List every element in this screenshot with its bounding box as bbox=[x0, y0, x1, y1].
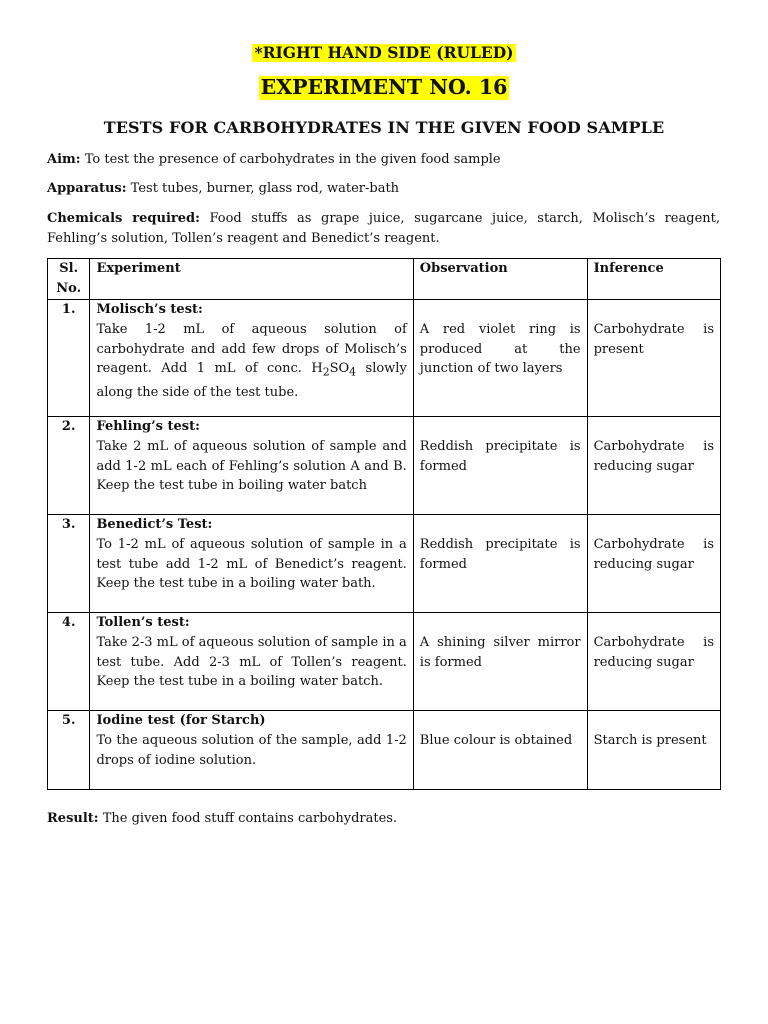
procedure-part-b: SO bbox=[329, 361, 350, 377]
observation-cell: Reddish precipitate is formed bbox=[413, 515, 587, 613]
row-sl-no: 2. bbox=[48, 417, 90, 515]
test-name: Iodine test (for Starch) bbox=[96, 713, 266, 728]
experiment-cell bbox=[90, 300, 413, 417]
aim-label: Aim: bbox=[47, 152, 81, 167]
experiment-procedure: Take 2 mL of aqueous solution of sample and add 1-2 mL each of Fehling’s solution A and B. Keep the test tube in boiling water batch bbox=[96, 438, 407, 494]
apparatus-paragraph bbox=[47, 179, 720, 199]
document-title: TESTS FOR CARBOHYDRATES IN THE GIVEN FOOD SAMPLE bbox=[103, 118, 665, 137]
table-row bbox=[48, 417, 721, 515]
procedure-part-c: slowly along the side of the test tube. bbox=[96, 361, 407, 400]
inference-cell: Carbohydrate is reducing sugar bbox=[587, 417, 720, 515]
ruled-side-note-text: *RIGHT HAND SIDE (RULED) bbox=[254, 43, 514, 62]
inference-cell: Carbohydrate is reducing sugar bbox=[587, 515, 720, 613]
aim-text: To test the presence of carbohydrates in the given food sample bbox=[80, 152, 501, 167]
experiment-procedure: To 1-2 mL of aqueous solution of sample in a test tube add 1-2 mL of Benedict’s reagent. Keep the test tube in a boiling water bath. bbox=[96, 536, 407, 592]
ruled-side-note bbox=[0, 44, 768, 62]
inference-cell: Carbohydrate is present bbox=[587, 300, 720, 417]
subscript-2: 2 bbox=[322, 365, 330, 379]
apparatus-text: Test tubes, burner, glass rod, water-bath bbox=[126, 181, 400, 196]
table-row bbox=[48, 613, 721, 711]
experiment-number bbox=[0, 75, 768, 100]
row-sl-no: 4. bbox=[48, 613, 90, 711]
aim-paragraph bbox=[47, 150, 720, 170]
test-name: Fehling’s test: bbox=[96, 419, 200, 434]
result-paragraph bbox=[47, 809, 720, 829]
chemicals-paragraph bbox=[47, 209, 720, 249]
header-sl-no: Sl. No. bbox=[48, 259, 90, 300]
header-observation: Observation bbox=[413, 259, 587, 300]
apparatus-label: Apparatus: bbox=[47, 181, 127, 196]
observation-cell: A red violet ring is produced at the junction of two layers bbox=[413, 300, 587, 417]
observation-cell: Blue colour is obtained bbox=[413, 711, 587, 790]
procedure-part-a: Take 1-2 mL of aqueous solution of carbohydrate and add few drops of Molisch’s reagent. Add 1 mL of conc. H bbox=[96, 321, 407, 377]
test-name: Tollen’s test: bbox=[96, 615, 190, 630]
experiment-cell bbox=[90, 613, 413, 711]
row-sl-no: 1. bbox=[48, 300, 90, 417]
observation-cell: A shining silver mirror is formed bbox=[413, 613, 587, 711]
experiment-cell bbox=[90, 711, 413, 790]
tests-table bbox=[47, 258, 721, 790]
inference-cell: Starch is present bbox=[587, 711, 720, 790]
experiment-procedure: Take 2-3 mL of aqueous solution of sample in a test tube. Add 2-3 mL of Tollen’s reagent. Keep the test tube in a boiling water batch. bbox=[96, 634, 407, 690]
row-sl-no: 5. bbox=[48, 711, 90, 790]
chemicals-label: Chemicals required: bbox=[47, 211, 200, 226]
chemicals-text: Food stuffs as grape juice, sugarcane juice, starch, Molisch’s reagent, Fehling’s solution, Tollen’s reagent and Benedict’s reagent. bbox=[47, 211, 720, 246]
table-header-row bbox=[48, 259, 721, 300]
test-name: Molisch’s test: bbox=[96, 302, 203, 317]
row-sl-no: 3. bbox=[48, 515, 90, 613]
experiment-number-text: EXPERIMENT NO. 16 bbox=[260, 75, 508, 99]
table-row bbox=[48, 300, 721, 417]
test-name: Benedict’s Test: bbox=[96, 517, 213, 532]
observation-cell: Reddish precipitate is formed bbox=[413, 417, 587, 515]
header-experiment: Experiment bbox=[90, 259, 413, 300]
subscript-4: 4 bbox=[349, 365, 357, 379]
experiment-cell bbox=[90, 417, 413, 515]
experiment-procedure bbox=[96, 320, 406, 403]
experiment-procedure: To the aqueous solution of the sample, add 1-2 drops of iodine solution. bbox=[96, 732, 407, 768]
table-row bbox=[48, 711, 721, 790]
inference-cell: Carbohydrate is reducing sugar bbox=[587, 613, 720, 711]
header-inference: Inference bbox=[587, 259, 720, 300]
result-text: The given food stuff contains carbohydrates. bbox=[98, 811, 398, 826]
experiment-cell bbox=[90, 515, 413, 613]
result-label: Result: bbox=[47, 811, 99, 826]
table-row bbox=[48, 515, 721, 613]
